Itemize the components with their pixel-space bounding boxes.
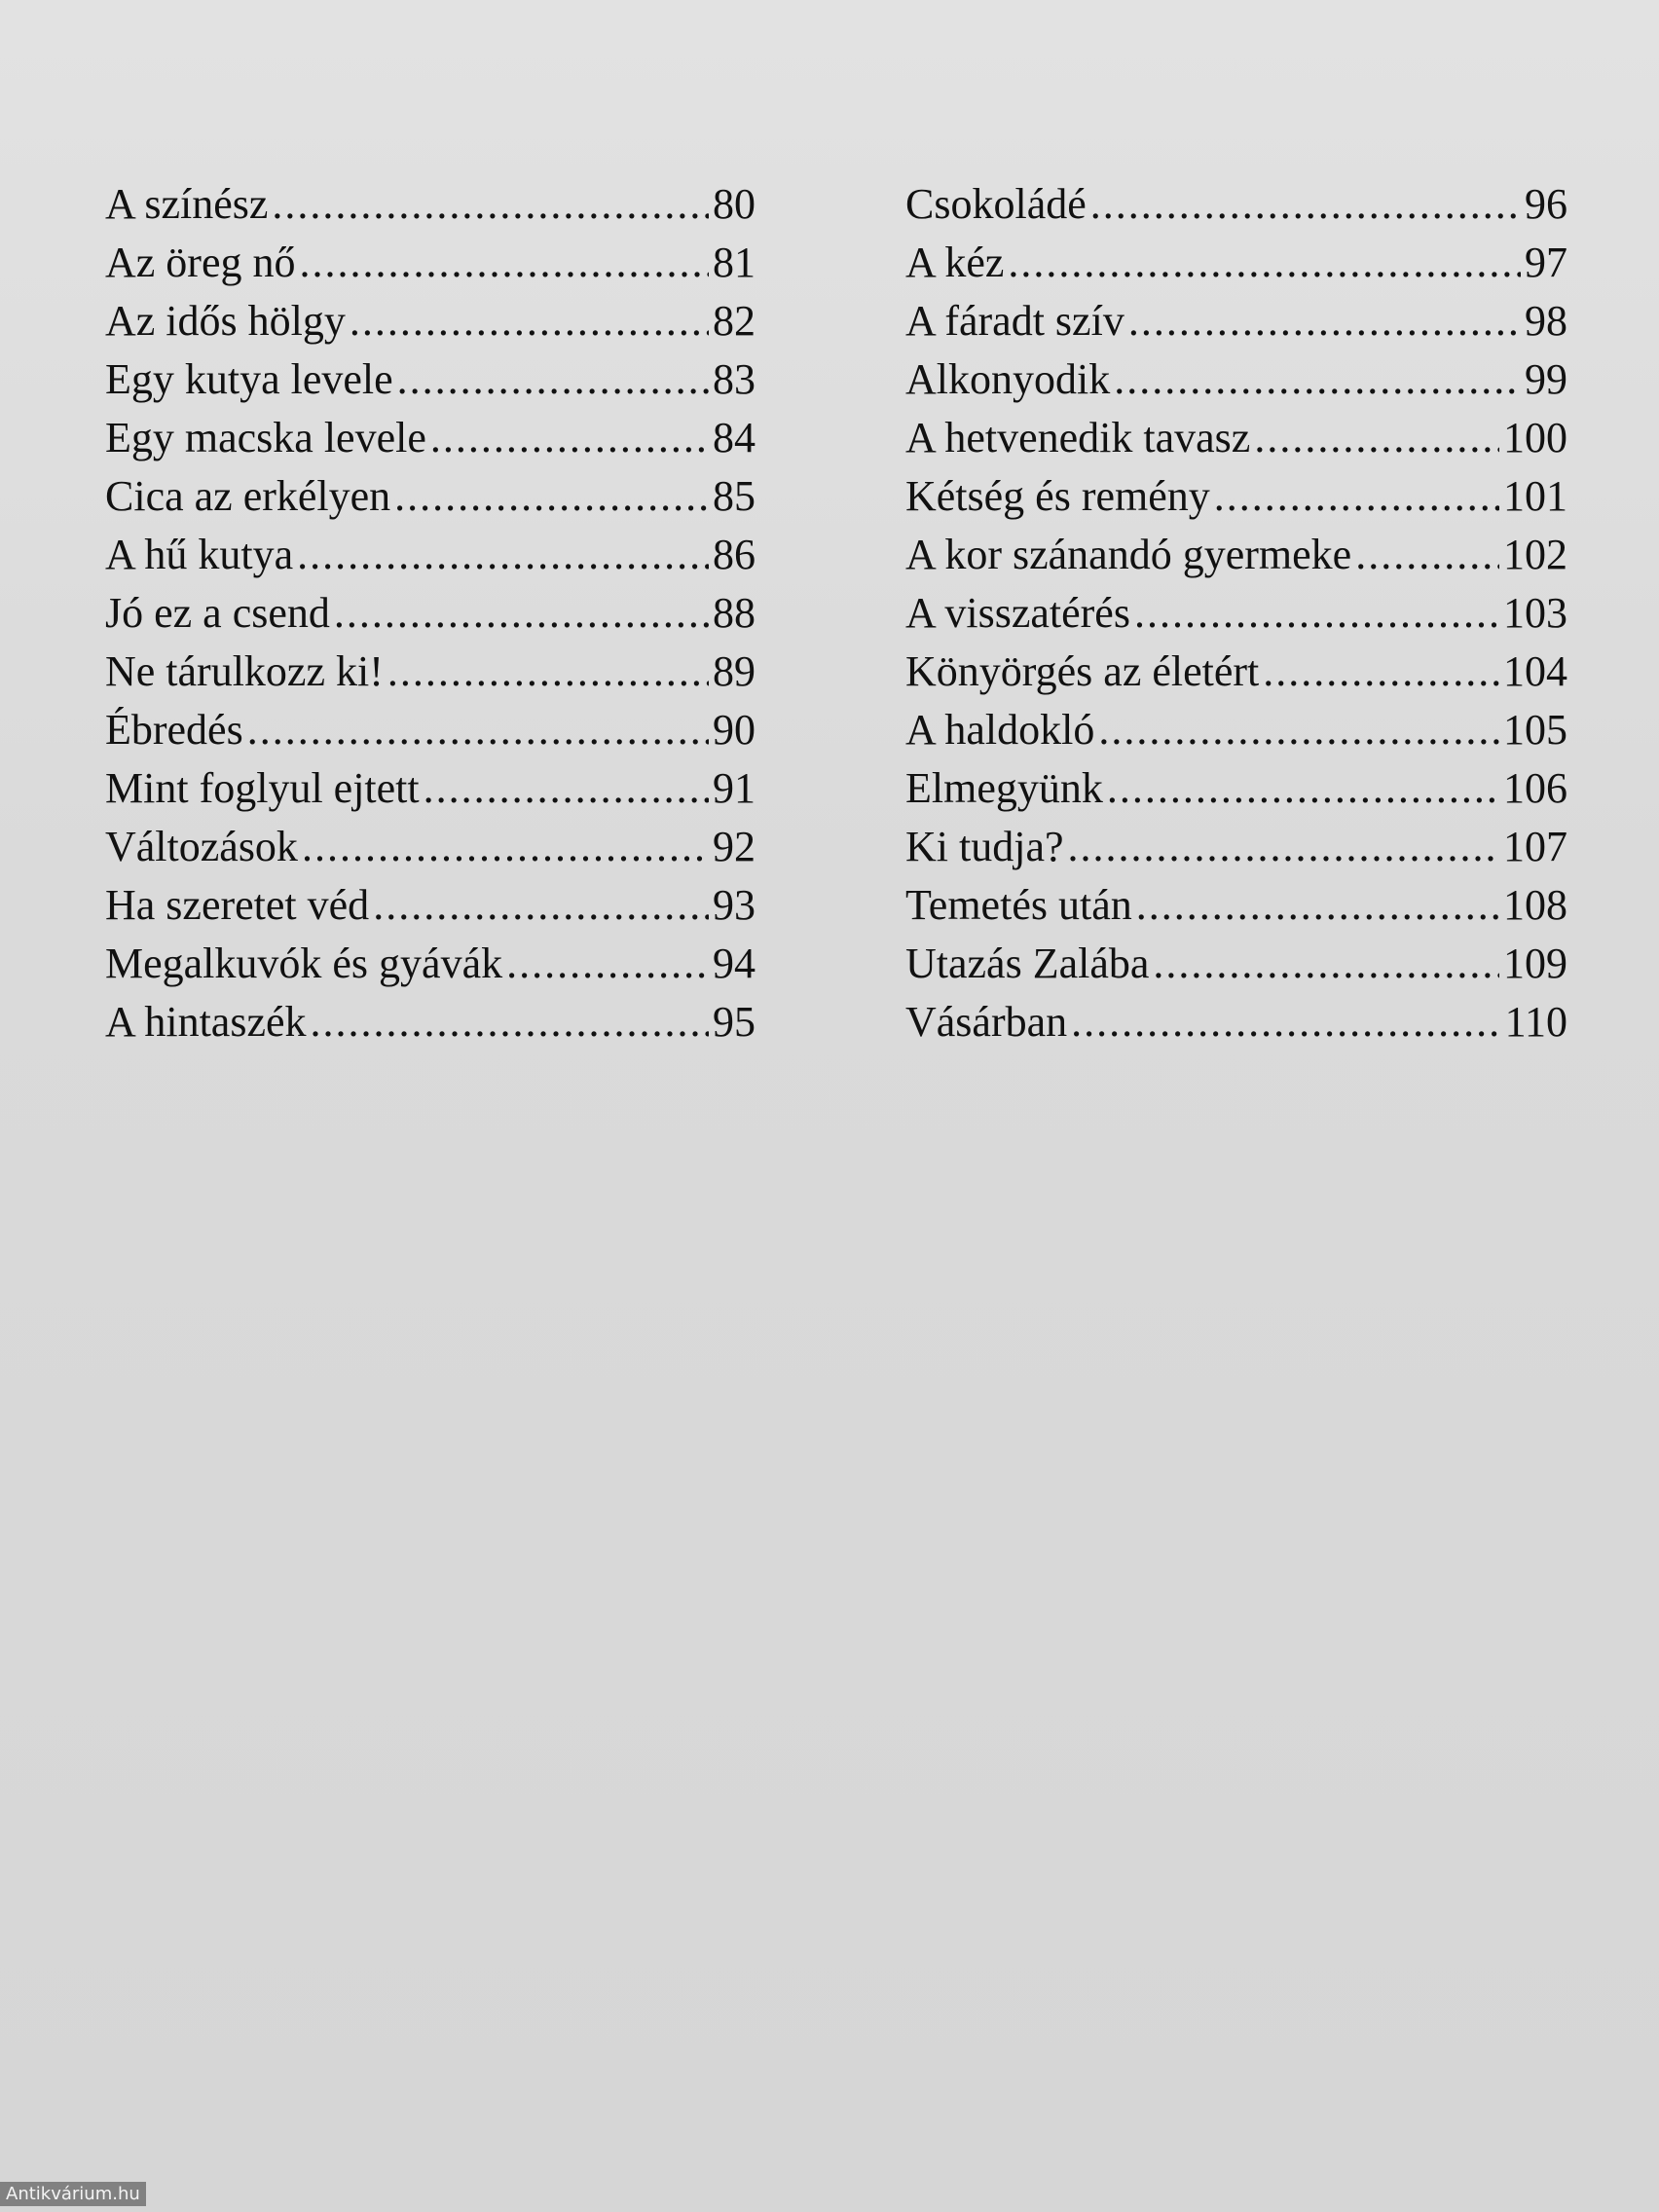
toc-entry [105, 175, 756, 234]
toc-leader-dots [1136, 876, 1499, 935]
toc-entry-title: Megalkuvók és gyávák [105, 940, 503, 987]
toc-entry-page: 82 [713, 297, 756, 345]
toc-entry-page: 105 [1503, 706, 1567, 754]
toc-leader-dots [1107, 759, 1499, 818]
toc-left-column [105, 175, 756, 1051]
toc-entry-title: Vásárban [905, 998, 1068, 1046]
toc-leader-dots [1134, 584, 1499, 643]
toc-entry-page: 104 [1503, 647, 1567, 695]
toc-entry-title: Változások [105, 823, 298, 870]
toc-entry-page: 102 [1503, 531, 1567, 578]
toc-entry [105, 701, 756, 759]
toc-entry-title: A kor szánandó gyermeke [905, 531, 1352, 578]
toc-entry-title: A hintaszék [105, 998, 307, 1046]
toc-entry-title: A visszatérés [905, 589, 1130, 637]
toc-entry-title: Ébredés [105, 706, 243, 754]
toc-leader-dots [373, 876, 709, 935]
toc-leader-dots [1098, 701, 1499, 759]
toc-entry-title: Ha szeretet véd [105, 881, 370, 929]
toc-leader-dots [1214, 467, 1499, 526]
toc-entry-page: 108 [1503, 881, 1567, 929]
toc-leader-dots [302, 818, 709, 876]
toc-leader-dots [1128, 292, 1521, 350]
toc-leader-dots [394, 467, 709, 526]
toc-entry-title: Ne tárulkozz ki! [105, 647, 384, 695]
toc-entry [105, 526, 756, 584]
toc-entry-page: 109 [1503, 940, 1567, 987]
toc-entry-title: Csokoládé [905, 180, 1087, 228]
toc-entry-page: 110 [1504, 998, 1567, 1046]
toc-entry-title: Kétség és remény [905, 472, 1210, 520]
toc-entry-page: 94 [713, 940, 756, 987]
toc-entry [105, 935, 756, 993]
toc-leader-dots [506, 935, 709, 993]
toc-entry [905, 643, 1567, 701]
toc-right-column [905, 175, 1567, 1051]
toc-entry-title: A haldokló [905, 706, 1095, 754]
toc-entry-page: 98 [1525, 297, 1567, 345]
toc-leader-dots [1071, 993, 1500, 1051]
toc-entry [105, 993, 756, 1051]
toc-entry-title: Alkonyodik [905, 355, 1111, 403]
toc-entry [105, 759, 756, 818]
toc-leader-dots [1068, 818, 1499, 876]
toc-entry-title: Az öreg nő [105, 239, 296, 286]
toc-entry-page: 92 [713, 823, 756, 870]
toc-entry-page: 107 [1503, 823, 1567, 870]
toc-entry [905, 409, 1567, 467]
toc-entry-title: A hű kutya [105, 531, 294, 578]
toc-entry-title: Temetés után [905, 881, 1132, 929]
toc-entry [105, 350, 756, 409]
toc-entry-page: 81 [713, 239, 756, 286]
toc-entry-page: 106 [1503, 764, 1567, 812]
toc-entry-title: Cica az erkélyen [105, 472, 391, 520]
toc-leader-dots [430, 409, 709, 467]
toc-entry-title: A hetvenedik tavasz [905, 414, 1251, 461]
toc-entry-page: 103 [1503, 589, 1567, 637]
toc-entry-page: 96 [1525, 180, 1567, 228]
toc-entry-title: Jó ez a csend [105, 589, 330, 637]
toc-entry [905, 292, 1567, 350]
toc-entry-page: 90 [713, 706, 756, 754]
toc-entry-page: 85 [713, 472, 756, 520]
toc-entry-title: Könyörgés az életért [905, 647, 1260, 695]
toc-leader-dots [247, 701, 709, 759]
toc-leader-dots [1090, 175, 1521, 234]
toc-leader-dots [1254, 409, 1499, 467]
toc-entry-page: 95 [713, 998, 756, 1046]
toc-entry-page: 99 [1525, 355, 1567, 403]
toc-leader-dots [397, 350, 709, 409]
toc-entry-page: 83 [713, 355, 756, 403]
toc-entry [105, 467, 756, 526]
toc-leader-dots [350, 292, 709, 350]
toc-entry [105, 876, 756, 935]
toc-entry-title: A színész [105, 180, 269, 228]
toc-entry-title: Egy macska levele [105, 414, 426, 461]
toc-leader-dots [297, 526, 709, 584]
toc-leader-dots [387, 643, 709, 701]
toc-leader-dots [1008, 234, 1521, 292]
toc-leader-dots [1263, 643, 1499, 701]
toc-entry-page: 97 [1525, 239, 1567, 286]
toc-entry [905, 350, 1567, 409]
toc-entry [905, 818, 1567, 876]
toc-entry-page: 91 [713, 764, 756, 812]
toc-entry-title: A kéz [905, 239, 1005, 286]
watermark: Antikvárium.hu [0, 2182, 146, 2206]
toc-leader-dots [272, 175, 709, 234]
toc-entry [905, 526, 1567, 584]
toc-entry-page: 93 [713, 881, 756, 929]
toc-entry [105, 584, 756, 643]
toc-entry [105, 818, 756, 876]
toc-entry-title: Ki tudja? [905, 823, 1064, 870]
toc-entry [905, 584, 1567, 643]
toc-entry-title: Elmegyünk [905, 764, 1103, 812]
toc-entry [905, 935, 1567, 993]
toc-leader-dots [1153, 935, 1499, 993]
toc-entry-title: Mint foglyul ejtett [105, 764, 420, 812]
toc-leader-dots [1355, 526, 1499, 584]
toc-entry-page: 80 [713, 180, 756, 228]
toc-entry-page: 100 [1503, 414, 1567, 461]
toc-entry [105, 409, 756, 467]
toc-entry [905, 993, 1567, 1051]
toc-entry [905, 467, 1567, 526]
toc-entry [905, 876, 1567, 935]
toc-entry [905, 701, 1567, 759]
toc-entry-title: Egy kutya levele [105, 355, 393, 403]
toc-entry-page: 86 [713, 531, 756, 578]
toc-entry-title: A fáradt szív [905, 297, 1124, 345]
toc-leader-dots [1114, 350, 1521, 409]
toc-entry [905, 175, 1567, 234]
toc-entry-page: 88 [713, 589, 756, 637]
toc-entry-title: Az idős hölgy [105, 297, 346, 345]
toc-entry [905, 759, 1567, 818]
toc-entry-page: 84 [713, 414, 756, 461]
toc-leader-dots [334, 584, 709, 643]
toc-entry [105, 292, 756, 350]
toc-entry-page: 89 [713, 647, 756, 695]
toc-leader-dots [300, 234, 710, 292]
toc-entry-page: 101 [1503, 472, 1567, 520]
toc-entry [105, 234, 756, 292]
toc-entry-title: Utazás Zalába [905, 940, 1150, 987]
toc-entry [105, 643, 756, 701]
toc-leader-dots [424, 759, 709, 818]
toc-entry [905, 234, 1567, 292]
toc-leader-dots [311, 993, 709, 1051]
